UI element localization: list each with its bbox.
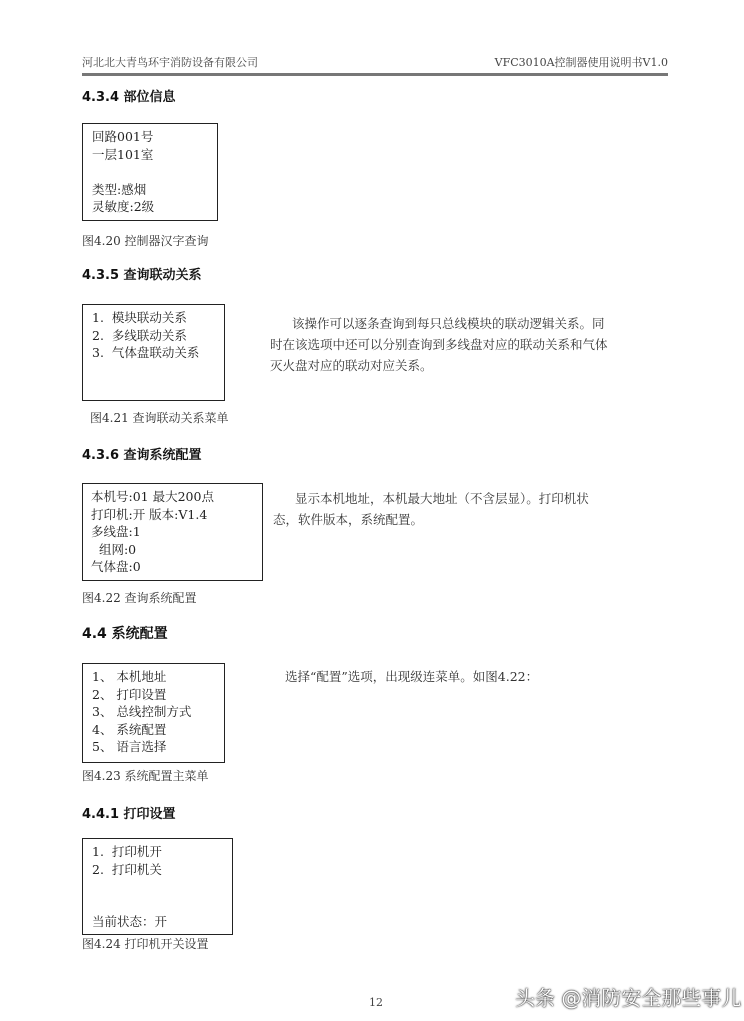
- screen-line: [92, 163, 217, 181]
- figure-caption: 图4.24 打印机开关设置: [82, 937, 209, 951]
- description-paragraph: [285, 666, 538, 687]
- description-paragraph: [273, 488, 589, 530]
- screen-line: 一层101室: [92, 146, 154, 162]
- screen-line: 气体盘:0: [91, 559, 141, 574]
- paragraph-line: 选择“配置”选项，出现级连菜单。如图4.22：: [285, 669, 539, 684]
- header-rule: [82, 73, 668, 76]
- section-heading: 4.3.6 查询系统配置: [82, 448, 202, 463]
- screen-line: 灵敏度:2级: [92, 199, 155, 214]
- screen-line: 3. 气体盘联动关系: [92, 345, 200, 360]
- screen-line: 类型:感烟: [92, 181, 147, 197]
- screen-line: 多线盘:1: [91, 524, 141, 539]
- section-heading: 4.3.4 部位信息: [82, 90, 176, 105]
- figure-caption: 图4.21 查询联动关系菜单: [90, 411, 229, 425]
- section-heading: 4.3.5 查询联动关系: [82, 268, 202, 283]
- description-paragraph: [270, 313, 608, 376]
- screen-line: 当前状态：开: [92, 914, 168, 929]
- lcd-screen-box: [82, 304, 225, 401]
- screen-line: 打印机:开 版本:V1.4: [91, 506, 208, 522]
- screen-line: [92, 896, 232, 914]
- paragraph-line: 灭火盘对应的联动对应关系。: [270, 358, 433, 373]
- header-company: 河北北大青鸟环宇消防设备有限公司: [82, 56, 258, 69]
- lcd-screen-box: [82, 663, 225, 763]
- watermark: 头条 @消防安全那些事儿: [515, 986, 742, 1010]
- paragraph-line: 显示本机地址，本机最大地址（不含层显）。打印机状: [295, 491, 589, 506]
- screen-line: 4、 系统配置: [92, 721, 167, 737]
- screen-line: [92, 878, 232, 896]
- screen-line: 本机号:01 最大200点: [91, 489, 214, 504]
- screen-line: 2、 打印设置: [92, 686, 167, 702]
- screen-line: 2. 多线联动关系: [92, 327, 187, 343]
- screen-line: 1、 本机地址: [92, 669, 167, 684]
- screen-line: 组网:0: [91, 541, 137, 557]
- figure-caption: 图4.20 控制器汉字查询: [82, 234, 209, 248]
- screen-line: 5、 语言选择: [92, 739, 167, 754]
- screen-line: 回路001号: [92, 129, 154, 144]
- section-heading: 4.4 系统配置: [82, 626, 168, 642]
- screen-line: 1. 打印机开: [92, 844, 162, 859]
- screen-line: 3、 总线控制方式: [92, 704, 192, 719]
- header-manual-title: VFC3010A控制器使用说明书V1.0: [494, 56, 668, 69]
- page-number: 12: [369, 996, 383, 1009]
- paragraph-line: 态，软件版本，系统配置。: [273, 512, 424, 527]
- screen-line: 1. 模块联动关系: [92, 310, 187, 325]
- figure-caption: 图4.23 系统配置主菜单: [82, 769, 209, 783]
- screen-line: 2. 打印机关: [92, 861, 162, 877]
- paragraph-line: 该操作可以逐条查询到每只总线模块的联动逻辑关系。同: [292, 316, 605, 331]
- figure-caption: 图4.22 查询系统配置: [82, 591, 197, 605]
- paragraph-line: 时在该选项中还可以分别查询到多线盘对应的联动关系和气体: [270, 337, 608, 352]
- lcd-screen-box: [82, 483, 263, 581]
- lcd-screen-box: [82, 123, 218, 221]
- lcd-screen-box: [82, 838, 233, 935]
- section-heading: 4.4.1 打印设置: [82, 807, 176, 822]
